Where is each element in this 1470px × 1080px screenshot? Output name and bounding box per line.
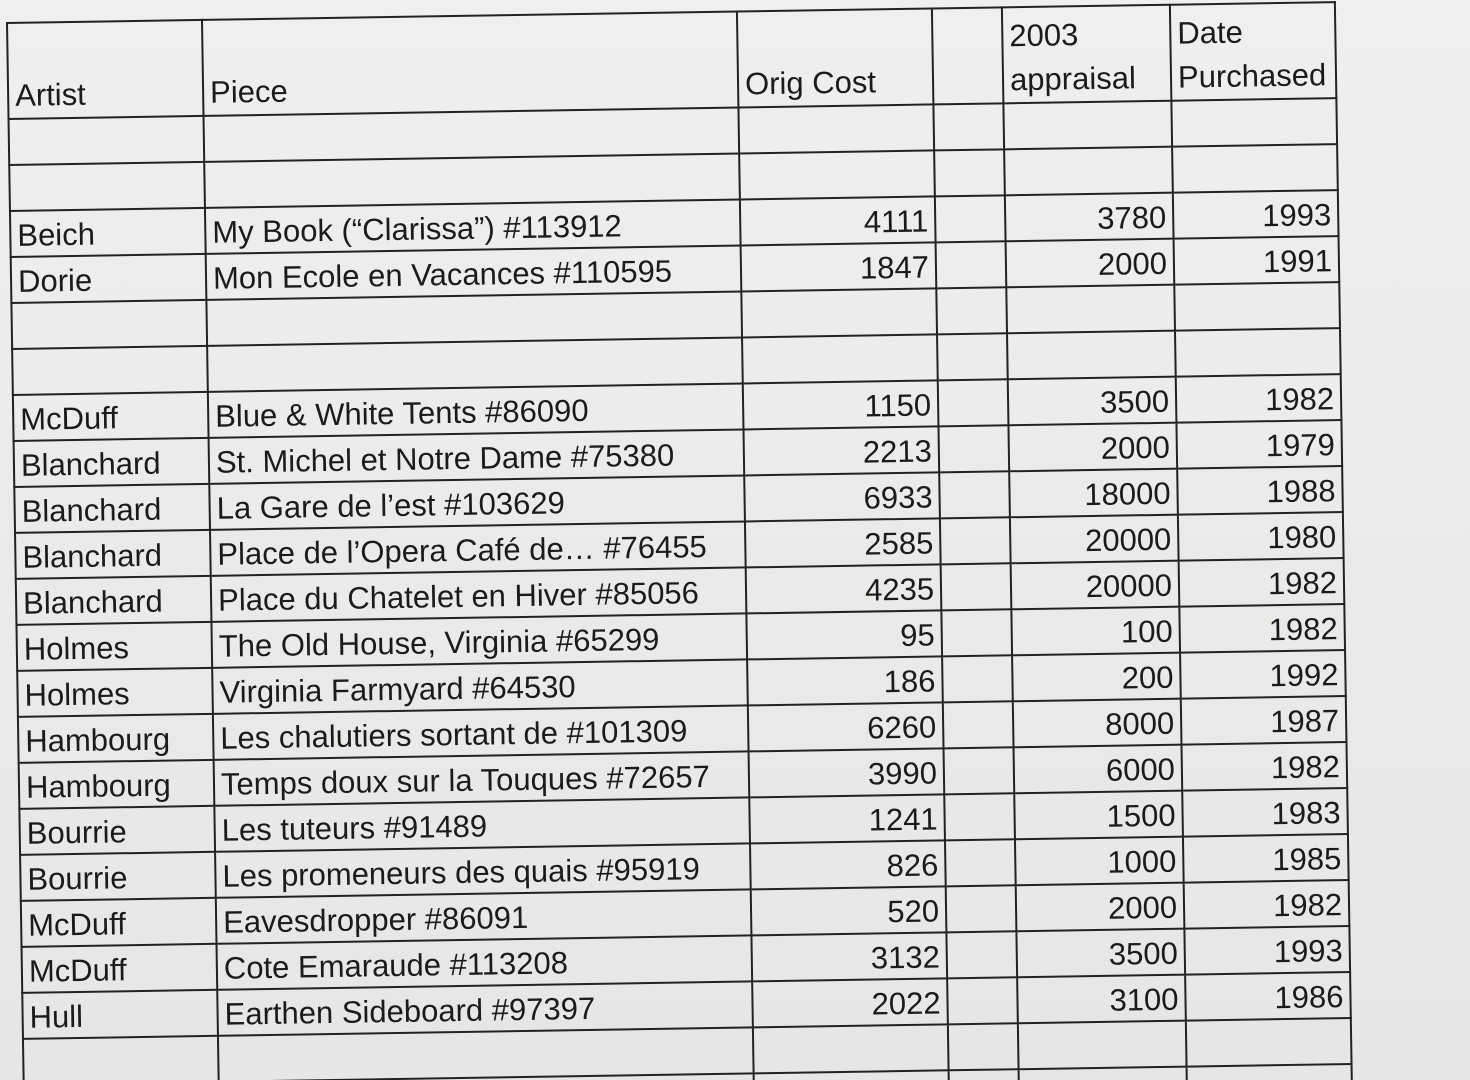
header-blank [932, 7, 1003, 104]
cell-blank [934, 149, 1005, 196]
cell-blank [947, 977, 1018, 1024]
cell-blank [936, 287, 1007, 334]
cell-piece: Blue & White Tents #86090 [208, 383, 744, 437]
cell-date-purchased: 1982 [1179, 558, 1345, 607]
cell-piece [204, 154, 740, 208]
cell-date-purchased: 1991 [1174, 236, 1340, 285]
cell-piece: Mon Ecole en Vacances #110595 [206, 245, 742, 299]
cell-date-purchased: 1982 [1179, 604, 1345, 653]
cell-date-purchased: 1982 [1184, 880, 1350, 929]
art-collection-table [6, 1, 1353, 1080]
cell-appraisal: 2000 [1006, 239, 1175, 288]
cell-appraisal: 1000 [1015, 837, 1184, 886]
header-appraisal-line2: appraisal [1009, 60, 1137, 98]
cell-appraisal: 18000 [1009, 469, 1178, 518]
cell-artist [11, 300, 207, 349]
cell-appraisal: 2000 [1008, 423, 1177, 472]
cell-blank [942, 655, 1013, 702]
header-date-line2: Purchased [1177, 57, 1327, 95]
cell-blank [941, 563, 1012, 610]
cell-appraisal: 20000 [1011, 561, 1180, 610]
header-orig-cost: Orig Cost [737, 8, 933, 107]
cell-appraisal: 20000 [1010, 515, 1179, 564]
cell-date-purchased: 1992 [1180, 650, 1346, 699]
cell-blank [946, 931, 1017, 978]
cell-orig-cost: 4235 [746, 564, 942, 613]
cell-artist: Blanchard [14, 484, 210, 533]
cell-date-purchased: 1979 [1176, 420, 1342, 469]
cell-artist: Blanchard [14, 438, 210, 487]
cell-date-purchased [1171, 98, 1337, 147]
cell-piece: Les chalutiers sortant de #101309 [213, 705, 749, 759]
cell-orig-cost: 826 [750, 840, 946, 889]
header-piece: Piece [202, 12, 738, 116]
cell-orig-cost [742, 334, 938, 383]
cell-blank [935, 195, 1006, 242]
cell-piece: St. Michel et Notre Dame #75380 [209, 429, 745, 483]
cell-piece: Earthen Sideboard #97397 [217, 981, 753, 1035]
cell-orig-cost: 2585 [745, 518, 941, 567]
cell-blank [944, 747, 1015, 794]
cell-appraisal: 3780 [1005, 193, 1174, 242]
cell-blank [945, 839, 1016, 886]
cell-orig-cost: 186 [747, 656, 943, 705]
cell-artist [9, 116, 205, 165]
header-date-line1: Date [1177, 14, 1244, 51]
cell-artist [23, 1036, 219, 1080]
cell-appraisal: 6000 [1014, 745, 1183, 794]
cell-date-purchased: 1980 [1178, 512, 1344, 561]
cell-artist: McDuff [22, 944, 218, 993]
cell-date-purchased: 1983 [1182, 788, 1348, 837]
cell-artist [9, 162, 205, 211]
cell-piece: Eavesdropper #86091 [216, 889, 752, 943]
cell-piece: Les promeneurs des quais #95919 [215, 843, 751, 897]
cell-date-purchased [1174, 282, 1340, 331]
cell-artist: Beich [10, 208, 206, 257]
cell-artist [12, 346, 208, 395]
cell-piece: Place de l’Opera Café de… #76455 [210, 521, 746, 575]
cell-piece [207, 337, 743, 391]
cell-artist: Bourrie [19, 806, 215, 855]
cell-orig-cost [741, 288, 937, 337]
cell-date-purchased: 1993 [1184, 926, 1350, 975]
cell-blank [946, 885, 1017, 932]
cell-orig-cost: 6260 [748, 702, 944, 751]
cell-orig-cost: 1241 [749, 794, 945, 843]
cell-orig-cost: 520 [751, 886, 947, 935]
cell-orig-cost: 1150 [743, 380, 939, 429]
cell-date-purchased [1172, 144, 1338, 193]
cell-artist: Holmes [16, 622, 212, 671]
cell-piece [206, 291, 742, 345]
header-date-purchased [1170, 2, 1336, 101]
cell-artist: McDuff [13, 392, 209, 441]
cell-appraisal [1004, 147, 1173, 196]
cell-orig-cost: 3132 [751, 932, 947, 981]
cell-piece: Place du Chatelet en Hiver #85056 [211, 567, 747, 621]
cell-date-purchased: 1982 [1181, 742, 1347, 791]
cell-appraisal: 3500 [1008, 377, 1177, 426]
cell-blank [943, 701, 1014, 748]
cell-blank [944, 793, 1015, 840]
cell-artist: Hambourg [18, 714, 214, 763]
header-appraisal-line1: 2003 [1009, 17, 1079, 54]
cell-date-purchased: 1982 [1176, 374, 1342, 423]
cell-blank [936, 241, 1007, 288]
cell-date-purchased [1175, 328, 1341, 377]
cell-appraisal [1006, 285, 1175, 334]
cell-artist: Hull [22, 990, 218, 1039]
cell-artist: Blanchard [15, 530, 211, 579]
cell-blank [938, 425, 1009, 472]
cell-orig-cost: 3990 [749, 748, 945, 797]
cell-appraisal: 200 [1012, 653, 1181, 702]
cell-piece: Les tuteurs #91489 [214, 797, 750, 851]
cell-blank [938, 379, 1009, 426]
cell-appraisal: 3500 [1016, 929, 1185, 978]
cell-appraisal: 8000 [1013, 699, 1182, 748]
cell-artist: McDuff [21, 898, 217, 947]
header-appraisal [1002, 5, 1171, 104]
cell-piece: The Old House, Virginia #65299 [211, 613, 747, 667]
header-artist: Artist [7, 20, 203, 119]
cell-appraisal: 3100 [1017, 975, 1186, 1024]
ledger-sheet [6, 1, 1353, 1080]
cell-artist: Blanchard [16, 576, 212, 625]
cell-artist: Hambourg [19, 760, 215, 809]
cell-blank [940, 517, 1011, 564]
cell-date-purchased: 1993 [1173, 190, 1339, 239]
cell-date-purchased [1186, 1018, 1352, 1067]
cell-artist: Dorie [11, 254, 207, 303]
cell-piece [218, 1027, 754, 1080]
cell-orig-cost: 6933 [744, 472, 940, 521]
cell-appraisal: 100 [1011, 607, 1180, 656]
cell-blank [933, 103, 1004, 150]
cell-artist: Holmes [17, 668, 213, 717]
cell-orig-cost: 2213 [743, 426, 939, 475]
cell-date-purchased: 1986 [1185, 972, 1351, 1021]
cell-appraisal [1003, 101, 1172, 150]
cell-blank [941, 609, 1012, 656]
cell-piece: Cote Emaraude #113208 [217, 935, 753, 989]
cell-orig-cost [738, 104, 934, 153]
cell-blank [937, 333, 1008, 380]
cell-blank [949, 1069, 1020, 1080]
cell-blank [948, 1023, 1019, 1070]
cell-orig-cost: 2022 [752, 978, 948, 1027]
cell-orig-cost [753, 1024, 949, 1073]
cell-piece: Virginia Farmyard #64530 [212, 659, 748, 713]
cell-orig-cost: 95 [746, 610, 942, 659]
cell-appraisal [1007, 331, 1176, 380]
cell-date-purchased: 1987 [1181, 696, 1347, 745]
cell-artist: Bourrie [20, 852, 216, 901]
cell-date-purchased: 1988 [1177, 466, 1343, 515]
cell-appraisal: 2000 [1016, 883, 1185, 932]
cell-orig-cost: 1847 [741, 242, 937, 291]
cell-date-purchased [1187, 1064, 1353, 1080]
cell-piece: Temps doux sur la Touques #72657 [214, 751, 750, 805]
cell-piece: La Gare de l’est #103629 [209, 475, 745, 529]
cell-orig-cost [739, 150, 935, 199]
cell-blank [939, 471, 1010, 518]
cell-piece [203, 108, 739, 162]
cell-appraisal [1018, 1021, 1187, 1070]
cell-appraisal: 1500 [1014, 791, 1183, 840]
cell-piece: My Book (“Clarissa”) #113912 [205, 199, 741, 253]
cell-appraisal [1019, 1067, 1188, 1080]
cell-orig-cost: 4111 [740, 196, 936, 245]
cell-date-purchased: 1985 [1183, 834, 1349, 883]
